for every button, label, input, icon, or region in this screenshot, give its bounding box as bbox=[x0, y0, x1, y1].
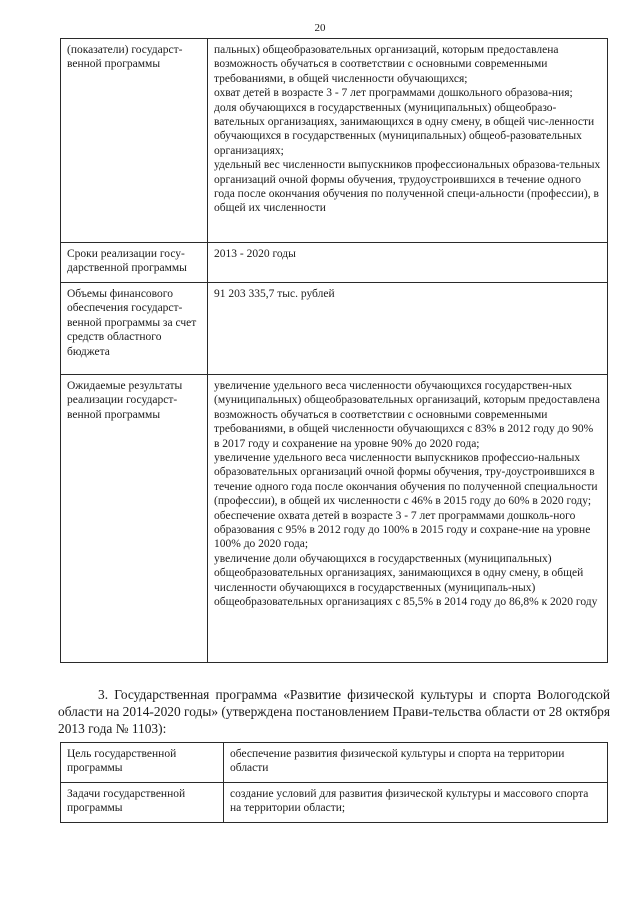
table-row bbox=[61, 283, 608, 375]
value-line: доля обучающихся в государственных (муниципальных) общеобразо-вательных организациях, занимающихся в одну смену, в общей чис-ленности обучающихся в государственных (муниципальных) общеоб-разовательных организациях; bbox=[214, 101, 595, 157]
section-title: 3. Государственная программа «Развитие физической культуры и спорта Вологодской области на 2014-2020 годы» (утверждена постановлением Прави-тельства области от 28 октября 2013 года № 1103): bbox=[58, 687, 610, 736]
row-value bbox=[208, 39, 608, 243]
value-line: обеспечение охвата детей в возрасте 3 - 7 лет программами дошколь-ного образования с 95% в 2012 году до 100% в 2015 году и сохране-ние на уровне 100% до 2020 года; bbox=[214, 509, 591, 551]
row-label: (показатели) государст-венной программы bbox=[61, 39, 208, 243]
value-line: увеличение удельного веса численности обучающихся государствен-ных (муниципальных) общеобразовательных организаций, которым предоставлена возможность обучаться в соответствии с основными современными требованиями, в общей численности обучающихся с 83% в 2012 году до 90% в 2017 году и сохранение на уровне 90% до 2020 года; bbox=[214, 380, 600, 450]
row-label: Задачи государственной программы bbox=[61, 783, 224, 823]
row-value bbox=[224, 743, 608, 783]
value-line: 91 203 335,7 тыс. рублей bbox=[214, 288, 335, 300]
table-row bbox=[61, 743, 608, 783]
value-line: обеспечение развития физической культуры и спорта на территории области bbox=[230, 748, 565, 775]
row-label: Ожидаемые результаты реализации государст-венной программы bbox=[61, 375, 208, 663]
page-number: 20 bbox=[314, 22, 326, 34]
program-passport-table-2 bbox=[60, 742, 608, 823]
value-line: пальных) общеобразовательных организаций, которым предоставлена возможность обучаться в соответствии с основными современными требованиями, в общей численности обучающихся; bbox=[214, 44, 559, 85]
row-value bbox=[224, 783, 608, 823]
value-line: удельный вес численности выпускников профессиональных образова-тельных организаций очной формы обучения, трудоустроившихся в течение одного года после окончания обучения по полученной специ-альности (профессии), в общей их численности bbox=[214, 159, 601, 215]
value-line: охват детей в возрасте 3 - 7 лет программами дошкольного образова-ния; bbox=[214, 87, 573, 100]
table-row bbox=[61, 39, 608, 243]
row-label: Сроки реализации госу-дарственной программы bbox=[61, 243, 208, 283]
row-label: Объемы финансового обеспечения государст-венной программы за счет средств областного бюджета bbox=[61, 283, 208, 375]
program-passport-table bbox=[60, 38, 608, 663]
table-row bbox=[61, 375, 608, 663]
value-line: создание условий для развития физической культуры и массового спорта на территории области; bbox=[230, 788, 589, 815]
value-line: увеличение удельного веса численности выпускников профессио-нальных образовательных организаций очной формы обучения, тру-доустроившихся в течение одного года после окончания обучения по полученной специальности (профессии), в общей их численности с 46% в 2015 году до 60% в 2020 году; bbox=[214, 452, 598, 508]
row-value bbox=[208, 375, 608, 663]
value-line: увеличение доли обучающихся в государственных (муниципальных) общеобразовательных организациях, занимающихся в одну смену, в общей численности обучающихся в государственных (муниципаль-ных) общеобразовательных организациях с 85,5% в 2014 году до 86,8% к 2020 году bbox=[214, 552, 598, 609]
table-row bbox=[61, 783, 608, 823]
value-line: 2013 - 2020 годы bbox=[214, 248, 296, 260]
table-row bbox=[61, 243, 608, 283]
row-value bbox=[208, 243, 608, 283]
row-label: Цель государственной программы bbox=[61, 743, 224, 783]
row-value bbox=[208, 283, 608, 375]
